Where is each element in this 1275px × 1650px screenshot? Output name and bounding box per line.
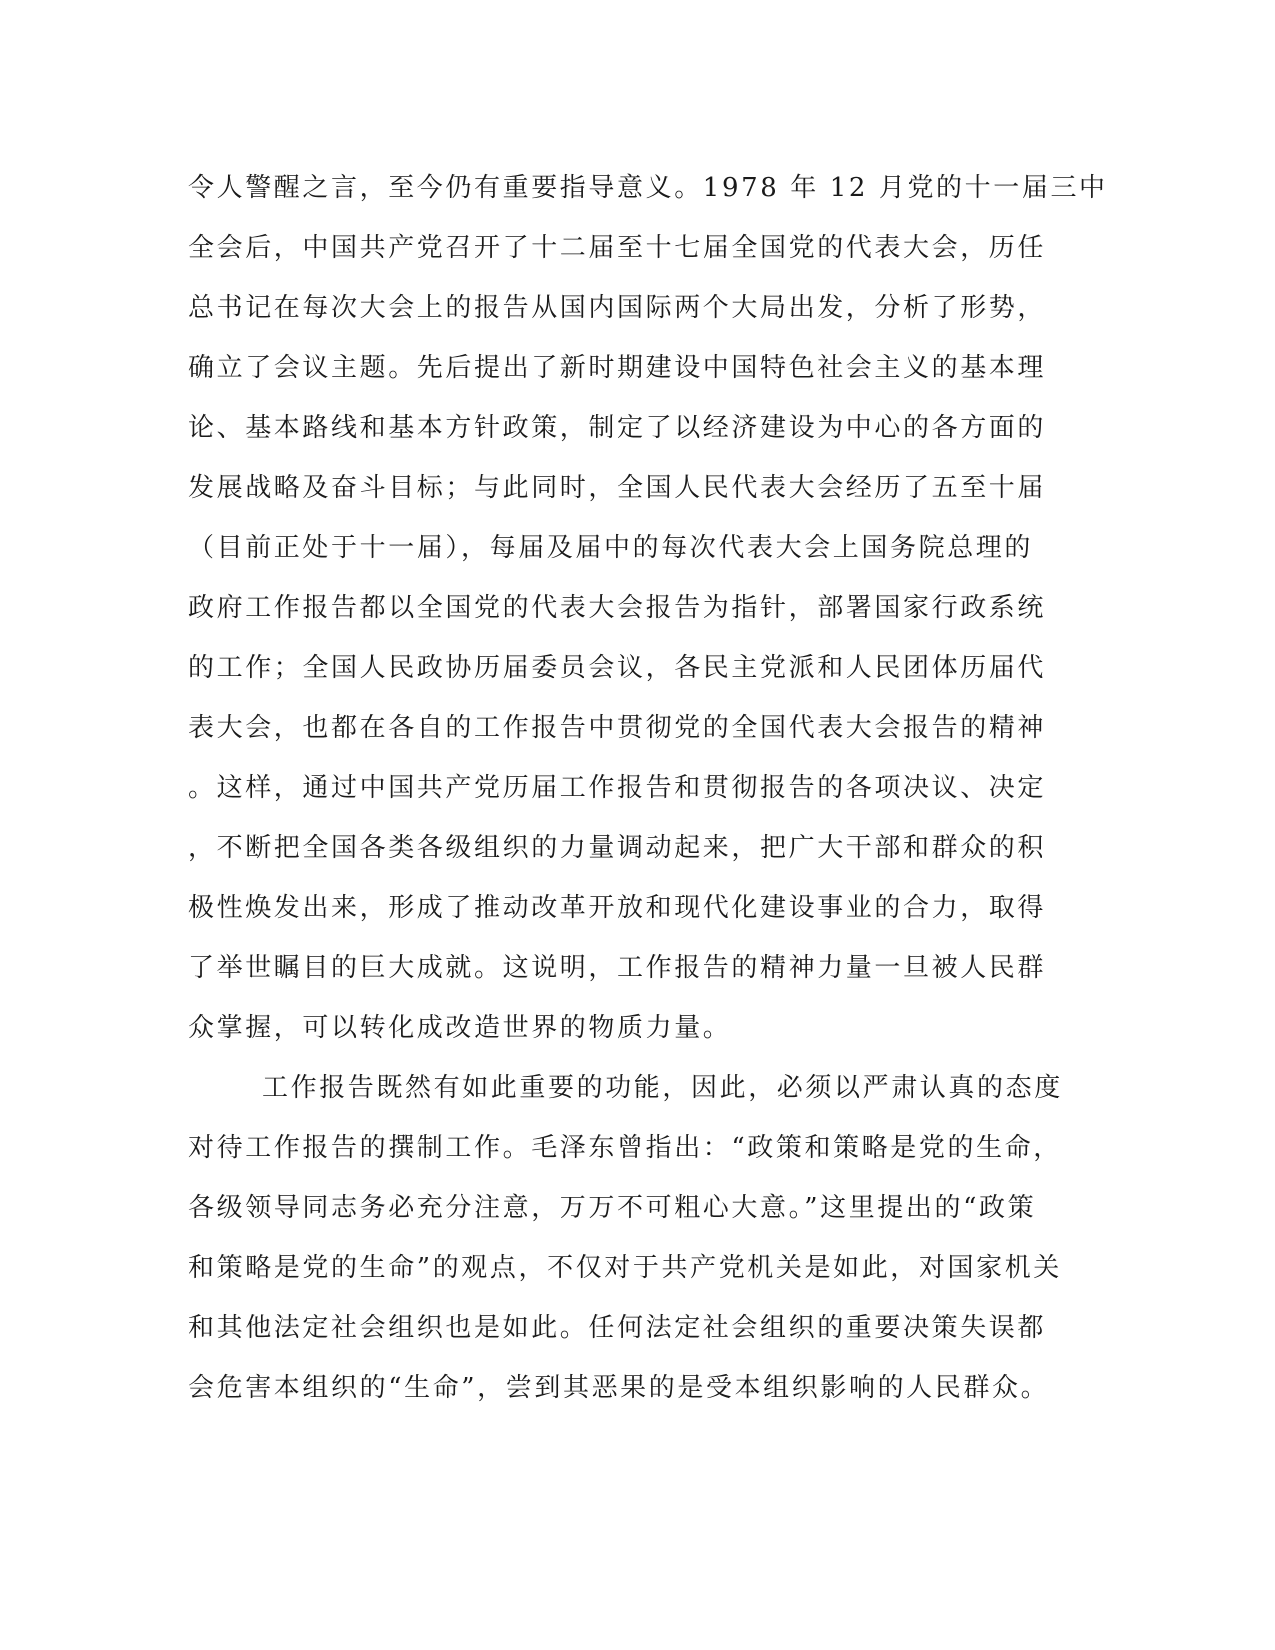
- text-line: 表大会，也都在各自的工作报告中贯彻党的全国代表大会报告的精神: [188, 713, 1047, 743]
- text-line: 总书记在每次大会上的报告从国内国际两个大局出发，分析了形势，: [188, 293, 1047, 323]
- text-line: 极性焕发出来，形成了推动改革开放和现代化建设事业的合力，取得: [188, 893, 1047, 923]
- text-line: 论、基本路线和基本方针政策，制定了以经济建设为中心的各方面的: [188, 413, 1047, 443]
- text-line: 的工作；全国人民政协历届委员会议，各民主党派和人民团体历届代: [188, 653, 1047, 683]
- body-text: [188, 158, 1108, 1418]
- text-line: 工作报告既然有如此重要的功能，因此，必须以严肃认真的态度: [262, 1073, 1063, 1103]
- text-line: 众掌握，可以转化成改造世界的物质力量。: [188, 1013, 732, 1043]
- text-line: 各级领导同志务必充分注意，万万不可粗心大意。”这里提出的“政策: [188, 1193, 1037, 1223]
- text-line: 对待工作报告的撰制工作。毛泽东曾指出：“政策和策略是党的生命，: [188, 1133, 1062, 1163]
- text-line: 令人警醒之言，至今仍有重要指导意义。1978 年 12 月党的十一届三中: [188, 173, 1108, 203]
- text-line: 会危害本组织的“生命”，尝到其恶果的是受本组织影响的人民群众。: [188, 1373, 1050, 1403]
- text-line: 政府工作报告都以全国党的代表大会报告为指针，部署国家行政系统: [188, 593, 1047, 623]
- text-line: 发展战略及奋斗目标；与此同时，全国人民代表大会经历了五至十届: [188, 473, 1047, 503]
- text-line: ，不断把全国各类各级组织的力量调动起来，把广大干部和群众的积: [188, 833, 1047, 863]
- text-line: 和策略是党的生命”的观点，不仅对于共产党机关是如此，对国家机关: [188, 1253, 1062, 1283]
- paragraph-1: [188, 158, 1108, 1058]
- text-line: （目前正处于十一届），每届及届中的每次代表大会上国务院总理的: [188, 533, 1034, 563]
- paragraph-2: [188, 1058, 1088, 1418]
- text-line: 全会后，中国共产党召开了十二届至十七届全国党的代表大会，历任: [188, 233, 1047, 263]
- text-line: 和其他法定社会组织也是如此。任何法定社会组织的重要决策失误都: [188, 1313, 1047, 1343]
- text-line: 确立了会议主题。先后提出了新时期建设中国特色社会主义的基本理: [188, 353, 1047, 383]
- text-line: 了举世瞩目的巨大成就。这说明，工作报告的精神力量一旦被人民群: [188, 953, 1047, 983]
- text-line: 。这样，通过中国共产党历届工作报告和贯彻报告的各项决议、决定: [188, 773, 1047, 803]
